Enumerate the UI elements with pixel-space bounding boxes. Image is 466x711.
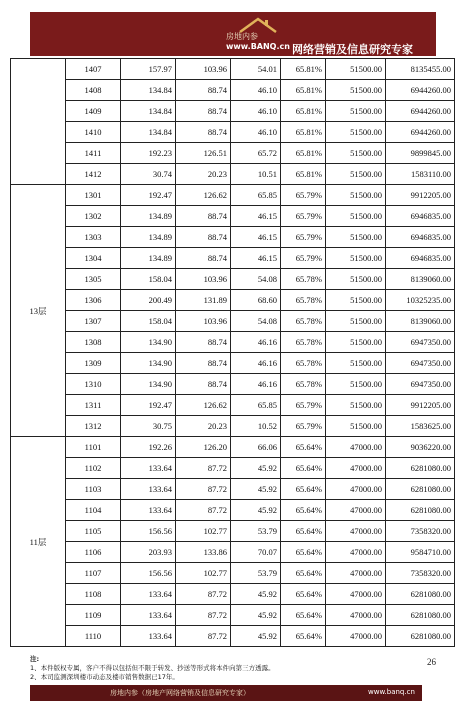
table-row (11, 59, 455, 80)
value-cell: 20.23 (176, 164, 231, 185)
value-cell: 47000.00 (326, 563, 386, 584)
value-cell: 8139060.00 (386, 311, 455, 332)
value-cell: 46.16 (231, 374, 281, 395)
value-cell: 103.96 (176, 269, 231, 290)
value-cell: 10.52 (231, 416, 281, 437)
unit-cell: 1104 (66, 500, 121, 521)
value-cell: 1583110.00 (386, 164, 455, 185)
value-cell: 102.77 (176, 563, 231, 584)
value-cell: 88.74 (176, 248, 231, 269)
value-cell: 6281080.00 (386, 458, 455, 479)
value-cell: 45.92 (231, 458, 281, 479)
value-cell: 88.74 (176, 353, 231, 374)
value-cell: 87.72 (176, 500, 231, 521)
value-cell: 65.78% (281, 269, 326, 290)
value-cell: 9899845.00 (386, 143, 455, 164)
table-row (11, 626, 455, 647)
value-cell: 126.20 (176, 437, 231, 458)
value-cell: 6947350.00 (386, 332, 455, 353)
value-cell: 45.92 (231, 626, 281, 647)
value-cell: 65.81% (281, 122, 326, 143)
value-cell: 65.81% (281, 80, 326, 101)
table-row (11, 542, 455, 563)
value-cell: 65.81% (281, 101, 326, 122)
value-cell: 51500.00 (326, 416, 386, 437)
value-cell: 6946835.00 (386, 206, 455, 227)
value-cell: 126.62 (176, 185, 231, 206)
value-cell: 6281080.00 (386, 605, 455, 626)
value-cell: 46.15 (231, 206, 281, 227)
unit-cell: 1103 (66, 479, 121, 500)
value-cell: 6944260.00 (386, 80, 455, 101)
value-cell: 133.64 (121, 584, 176, 605)
unit-cell: 1310 (66, 374, 121, 395)
unit-cell: 1101 (66, 437, 121, 458)
unit-cell: 1107 (66, 563, 121, 584)
note-line-2: 2、本司监测深圳楼市动态及楼市销售数据已17年。 (30, 673, 179, 681)
value-cell: 192.47 (121, 395, 176, 416)
unit-cell: 1409 (66, 101, 121, 122)
value-cell: 87.72 (176, 626, 231, 647)
value-cell: 65.78% (281, 374, 326, 395)
value-cell: 6281080.00 (386, 479, 455, 500)
unit-cell: 1302 (66, 206, 121, 227)
value-cell: 65.64% (281, 479, 326, 500)
value-cell: 51500.00 (326, 206, 386, 227)
value-cell: 65.64% (281, 563, 326, 584)
value-cell: 9912205.00 (386, 395, 455, 416)
value-cell: 65.79% (281, 416, 326, 437)
value-cell: 158.04 (121, 311, 176, 332)
table-row (11, 395, 455, 416)
floor-cell: 13层 (11, 185, 66, 437)
value-cell: 65.64% (281, 626, 326, 647)
value-cell: 54.08 (231, 311, 281, 332)
unit-cell: 1411 (66, 143, 121, 164)
footer-text: 房地内参（房地产网络营销及信息研究专家） (110, 689, 250, 697)
value-cell: 45.92 (231, 500, 281, 521)
value-cell: 65.81% (281, 59, 326, 80)
value-cell: 87.72 (176, 479, 231, 500)
value-cell: 47000.00 (326, 521, 386, 542)
value-cell: 65.81% (281, 164, 326, 185)
table-row (11, 416, 455, 437)
unit-cell: 1307 (66, 311, 121, 332)
sales-table (10, 58, 455, 647)
value-cell: 133.86 (176, 542, 231, 563)
unit-cell: 1412 (66, 164, 121, 185)
value-cell: 51500.00 (326, 248, 386, 269)
table-row (11, 164, 455, 185)
unit-cell: 1105 (66, 521, 121, 542)
table-row (11, 143, 455, 164)
value-cell: 65.79% (281, 227, 326, 248)
table-row (11, 248, 455, 269)
value-cell: 8135455.00 (386, 59, 455, 80)
value-cell: 51500.00 (326, 164, 386, 185)
value-cell: 65.64% (281, 605, 326, 626)
value-cell: 65.79% (281, 248, 326, 269)
table-row (11, 290, 455, 311)
value-cell: 46.10 (231, 101, 281, 122)
unit-cell: 1309 (66, 353, 121, 374)
header-banner (30, 12, 436, 56)
value-cell: 65.78% (281, 332, 326, 353)
unit-cell: 1303 (66, 227, 121, 248)
value-cell: 88.74 (176, 227, 231, 248)
value-cell: 9036220.00 (386, 437, 455, 458)
value-cell: 134.84 (121, 122, 176, 143)
unit-cell: 1408 (66, 80, 121, 101)
value-cell: 51500.00 (326, 101, 386, 122)
value-cell: 46.10 (231, 122, 281, 143)
value-cell: 103.96 (176, 59, 231, 80)
table-row (11, 311, 455, 332)
unit-cell: 1308 (66, 332, 121, 353)
value-cell: 51500.00 (326, 290, 386, 311)
floor-cell: 11层 (11, 437, 66, 647)
value-cell: 87.72 (176, 458, 231, 479)
value-cell: 87.72 (176, 584, 231, 605)
value-cell: 1583625.00 (386, 416, 455, 437)
value-cell: 53.79 (231, 563, 281, 584)
value-cell: 47000.00 (326, 500, 386, 521)
unit-cell: 1305 (66, 269, 121, 290)
footer-site[interactable]: www.banq.cn (368, 688, 415, 696)
value-cell: 126.51 (176, 143, 231, 164)
value-cell: 51500.00 (326, 374, 386, 395)
value-cell: 46.15 (231, 227, 281, 248)
value-cell: 156.56 (121, 563, 176, 584)
value-cell: 134.90 (121, 374, 176, 395)
value-cell: 65.64% (281, 542, 326, 563)
value-cell: 8139060.00 (386, 269, 455, 290)
table-row (11, 374, 455, 395)
value-cell: 87.72 (176, 605, 231, 626)
table-row (11, 563, 455, 584)
value-cell: 6946835.00 (386, 248, 455, 269)
value-cell: 156.56 (121, 521, 176, 542)
table-row (11, 605, 455, 626)
value-cell: 65.85 (231, 395, 281, 416)
logo (226, 15, 426, 56)
value-cell: 46.10 (231, 80, 281, 101)
value-cell: 133.64 (121, 626, 176, 647)
value-cell: 134.89 (121, 248, 176, 269)
value-cell: 6946835.00 (386, 227, 455, 248)
value-cell: 65.85 (231, 185, 281, 206)
unit-cell: 1306 (66, 290, 121, 311)
logo-text: 房地内参 (226, 32, 258, 41)
value-cell: 65.79% (281, 206, 326, 227)
value-cell: 88.74 (176, 374, 231, 395)
unit-cell: 1109 (66, 605, 121, 626)
value-cell: 6281080.00 (386, 584, 455, 605)
value-cell: 68.60 (231, 290, 281, 311)
note-line-1: 1、本件版权专属，客户不得以包括但不限于转发、抄送等形式将本件向第三方透露。 (30, 664, 275, 672)
value-cell: 65.64% (281, 458, 326, 479)
table-row (11, 122, 455, 143)
value-cell: 134.90 (121, 353, 176, 374)
value-cell: 7358320.00 (386, 563, 455, 584)
table-row (11, 437, 455, 458)
value-cell: 51500.00 (326, 143, 386, 164)
value-cell: 7358320.00 (386, 521, 455, 542)
unit-cell: 1311 (66, 395, 121, 416)
table-row (11, 269, 455, 290)
unit-cell: 1106 (66, 542, 121, 563)
page-number: 26 (427, 657, 436, 667)
value-cell: 65.64% (281, 500, 326, 521)
value-cell: 65.79% (281, 185, 326, 206)
logo-site: www.BANQ.cn (226, 42, 290, 51)
value-cell: 66.06 (231, 437, 281, 458)
value-cell: 6281080.00 (386, 500, 455, 521)
value-cell: 65.72 (231, 143, 281, 164)
table-row (11, 500, 455, 521)
value-cell: 47000.00 (326, 626, 386, 647)
unit-cell: 1410 (66, 122, 121, 143)
value-cell: 65.64% (281, 437, 326, 458)
value-cell: 9584710.00 (386, 542, 455, 563)
value-cell: 133.64 (121, 479, 176, 500)
table-row (11, 185, 455, 206)
value-cell: 51500.00 (326, 332, 386, 353)
value-cell: 133.64 (121, 605, 176, 626)
header-title: 网络营销及信息研究专家 (292, 43, 413, 56)
value-cell: 88.74 (176, 101, 231, 122)
unit-cell: 1301 (66, 185, 121, 206)
value-cell: 10.51 (231, 164, 281, 185)
value-cell: 203.93 (121, 542, 176, 563)
value-cell: 133.64 (121, 500, 176, 521)
value-cell: 65.79% (281, 395, 326, 416)
value-cell: 6944260.00 (386, 101, 455, 122)
value-cell: 158.04 (121, 269, 176, 290)
value-cell: 47000.00 (326, 479, 386, 500)
value-cell: 70.07 (231, 542, 281, 563)
value-cell: 133.64 (121, 458, 176, 479)
value-cell: 46.16 (231, 353, 281, 374)
value-cell: 45.92 (231, 605, 281, 626)
value-cell: 51500.00 (326, 80, 386, 101)
value-cell: 192.47 (121, 185, 176, 206)
value-cell: 192.26 (121, 437, 176, 458)
value-cell: 46.15 (231, 248, 281, 269)
unit-cell: 1312 (66, 416, 121, 437)
value-cell: 134.89 (121, 227, 176, 248)
value-cell: 88.74 (176, 206, 231, 227)
table-row (11, 206, 455, 227)
value-cell: 103.96 (176, 311, 231, 332)
value-cell: 157.97 (121, 59, 176, 80)
value-cell: 134.90 (121, 332, 176, 353)
value-cell: 53.79 (231, 521, 281, 542)
value-cell: 65.78% (281, 353, 326, 374)
value-cell: 88.74 (176, 332, 231, 353)
value-cell: 192.23 (121, 143, 176, 164)
value-cell: 54.01 (231, 59, 281, 80)
value-cell: 102.77 (176, 521, 231, 542)
value-cell: 51500.00 (326, 185, 386, 206)
value-cell: 51500.00 (326, 59, 386, 80)
value-cell: 6947350.00 (386, 353, 455, 374)
value-cell: 65.64% (281, 521, 326, 542)
value-cell: 126.62 (176, 395, 231, 416)
value-cell: 47000.00 (326, 542, 386, 563)
value-cell: 134.84 (121, 101, 176, 122)
value-cell: 65.78% (281, 290, 326, 311)
unit-cell: 1304 (66, 248, 121, 269)
value-cell: 9912205.00 (386, 185, 455, 206)
value-cell: 45.92 (231, 584, 281, 605)
value-cell: 46.16 (231, 332, 281, 353)
table-row (11, 458, 455, 479)
table-row (11, 479, 455, 500)
value-cell: 65.81% (281, 143, 326, 164)
value-cell: 51500.00 (326, 353, 386, 374)
unit-cell: 1102 (66, 458, 121, 479)
table-row (11, 227, 455, 248)
value-cell: 6944260.00 (386, 122, 455, 143)
floor-cell (11, 59, 66, 185)
value-cell: 45.92 (231, 479, 281, 500)
value-cell: 47000.00 (326, 605, 386, 626)
value-cell: 6947350.00 (386, 374, 455, 395)
value-cell: 47000.00 (326, 584, 386, 605)
value-cell: 51500.00 (326, 269, 386, 290)
value-cell: 88.74 (176, 122, 231, 143)
notes (30, 655, 416, 682)
value-cell: 65.78% (281, 311, 326, 332)
value-cell: 30.75 (121, 416, 176, 437)
value-cell: 47000.00 (326, 437, 386, 458)
table-row (11, 332, 455, 353)
unit-cell: 1108 (66, 584, 121, 605)
unit-cell: 1407 (66, 59, 121, 80)
table-row (11, 101, 455, 122)
notes-label: 注: (30, 655, 40, 663)
value-cell: 65.64% (281, 584, 326, 605)
value-cell: 88.74 (176, 80, 231, 101)
value-cell: 47000.00 (326, 458, 386, 479)
value-cell: 200.49 (121, 290, 176, 311)
value-cell: 134.89 (121, 206, 176, 227)
value-cell: 6281080.00 (386, 626, 455, 647)
value-cell: 51500.00 (326, 395, 386, 416)
value-cell: 54.08 (231, 269, 281, 290)
value-cell: 134.84 (121, 80, 176, 101)
value-cell: 131.89 (176, 290, 231, 311)
unit-cell: 1110 (66, 626, 121, 647)
value-cell: 30.74 (121, 164, 176, 185)
table-row (11, 584, 455, 605)
value-cell: 10325235.00 (386, 290, 455, 311)
table-row (11, 80, 455, 101)
value-cell: 51500.00 (326, 122, 386, 143)
value-cell: 20.23 (176, 416, 231, 437)
table-row (11, 353, 455, 374)
table-row (11, 521, 455, 542)
value-cell: 51500.00 (326, 311, 386, 332)
value-cell: 51500.00 (326, 227, 386, 248)
